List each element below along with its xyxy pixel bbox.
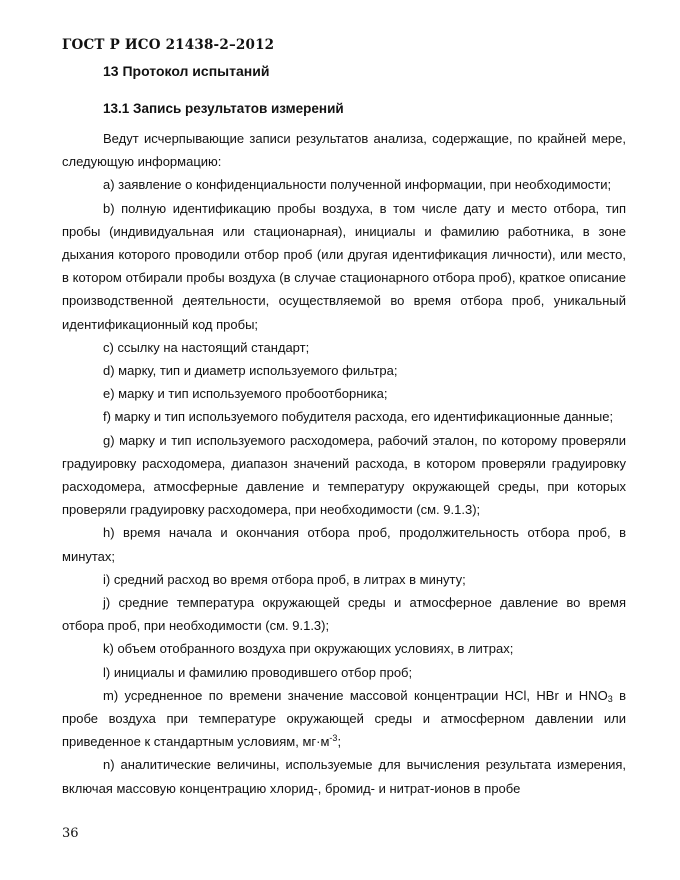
list-item-l: l) инициалы и фамилию проводившего отбор проб;: [103, 664, 413, 680]
list-item-a: a) заявление о конфиденциальности полученной информации, при необходимости;: [103, 177, 612, 193]
list-item-n: n) аналитические величины, используемые для вычисления результата измерения, включая массовую концентрацию хлорид-, бромид- и нитрат-ионов в пробе: [62, 757, 626, 796]
list-item-e: e) марку и тип используемого пробоотборника;: [103, 386, 388, 402]
list-item-k: k) объем отобранного воздуха при окружающих условиях, в литрах;: [103, 641, 514, 657]
list-item-c: c) ссылку на настоящий стандарт;: [103, 339, 310, 355]
list-item-m: [62, 684, 626, 754]
list-item-d: d) марку, тип и диаметр используемого фильтра;: [103, 363, 398, 379]
superscript-minus-3: -3: [329, 733, 338, 744]
subscript-3: 3: [607, 693, 613, 704]
list-item-m-text-end: ;: [337, 734, 342, 750]
list-item-m-text-middle: в пробе воздуха при температуре окружающей среды и атмосферном давлении или приведенное к стандартным условиям, мг·м: [62, 687, 626, 750]
standard-designation: ГОСТ Р ИСО 21438-2–2012: [62, 37, 275, 53]
page-number: 36: [62, 826, 79, 841]
body-text: [62, 127, 626, 800]
subsection-heading: 13.1 Запись результатов измерений: [103, 101, 344, 116]
list-item-j: j) средние температура окружающей среды и атмосферное давление во время отбора проб, при необходимости (см. 9.1.3);: [62, 595, 626, 634]
paragraph-intro: Ведут исчерпывающие записи результатов анализа, содержащие, по крайней мере, следующую информацию:: [62, 131, 626, 170]
list-item-h: h) время начала и окончания отбора проб, продолжительность отбора проб, в минутах;: [62, 525, 626, 564]
list-item-b: b) полную идентификацию пробы воздуха, в том числе дату и место отбора, тип пробы (индивидуальная или стационарная), инициалы и фамилию работника, в зоне дыхания которого проводили отбор проб (или другая идентификация личности), или место, в котором отбирали пробы воздуха (в случае стационарного отбора проб), краткое описание производственной деятельности, осуществляемой во время отбора проб, уникальный идентификационный код пробы;: [62, 200, 626, 332]
list-item-g: g) марку и тип используемого расходомера, рабочий эталон, по которому проверяли градуировку расходомера, диапазон значений расхода, в котором проверяли градуировку расходомера, атмосферные давление и температуру окружающей среды, при которых проверяли градуировку расходомера, при необходимости (см. 9.1.3);: [62, 432, 626, 518]
section-heading: 13 Протокол испытаний: [103, 63, 270, 79]
list-item-f: f) марку и тип используемого побудителя расхода, его идентификационные данные;: [103, 409, 614, 425]
list-item-m-text-start: m) усредненное по времени значение массовой концентрации HCl, HBr и HNO: [103, 687, 608, 703]
list-item-i: i) средний расход во время отбора проб, в литрах в минуту;: [103, 571, 466, 587]
